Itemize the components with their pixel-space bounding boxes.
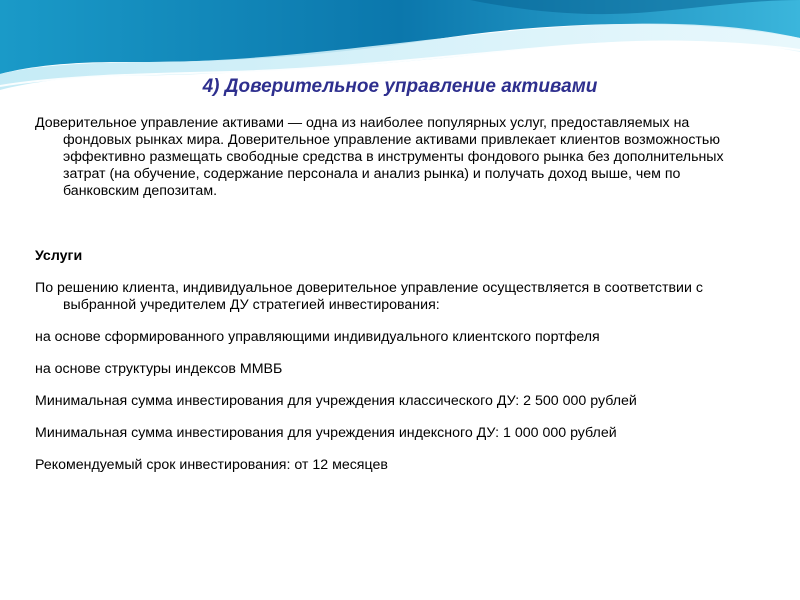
list-item: Рекомендуемый срок инвестирования: от 12 месяцев <box>35 457 388 473</box>
intro-paragraph: Доверительное управление активами — одна из наиболее популярных услуг, предоставляемых на фондовых рынках мира. Доверительное управление активами привлекает клиентов возможностью эффективно размещать свободные средства в инструменты фондового рынка без дополнительных затрат (на обучение, содержание персонала и анализ рынка) и получать доход выше, чем по банковским депозитам. <box>35 115 724 199</box>
services-heading: Услуги <box>35 248 83 264</box>
list-item: Минимальная сумма инвестирования для учреждения индексного ДУ: 1 000 000 рублей <box>35 425 617 441</box>
list-item: Минимальная сумма инвестирования для учреждения классического ДУ: 2 500 000 рублей <box>35 393 637 409</box>
services-intro-paragraph: По решению клиента, индивидуальное доверительное управление осуществляется в соответствии с выбранной учредителем ДУ стратегией инвестирования: <box>35 280 703 313</box>
list-item: на основе сформированного управляющими индивидуального клиентского портфеля <box>35 329 600 345</box>
slide-title: 4) Доверительное управление активами <box>202 76 598 97</box>
slide-body <box>35 115 760 489</box>
list-item: на основе структуры индексов ММВБ <box>35 361 283 377</box>
